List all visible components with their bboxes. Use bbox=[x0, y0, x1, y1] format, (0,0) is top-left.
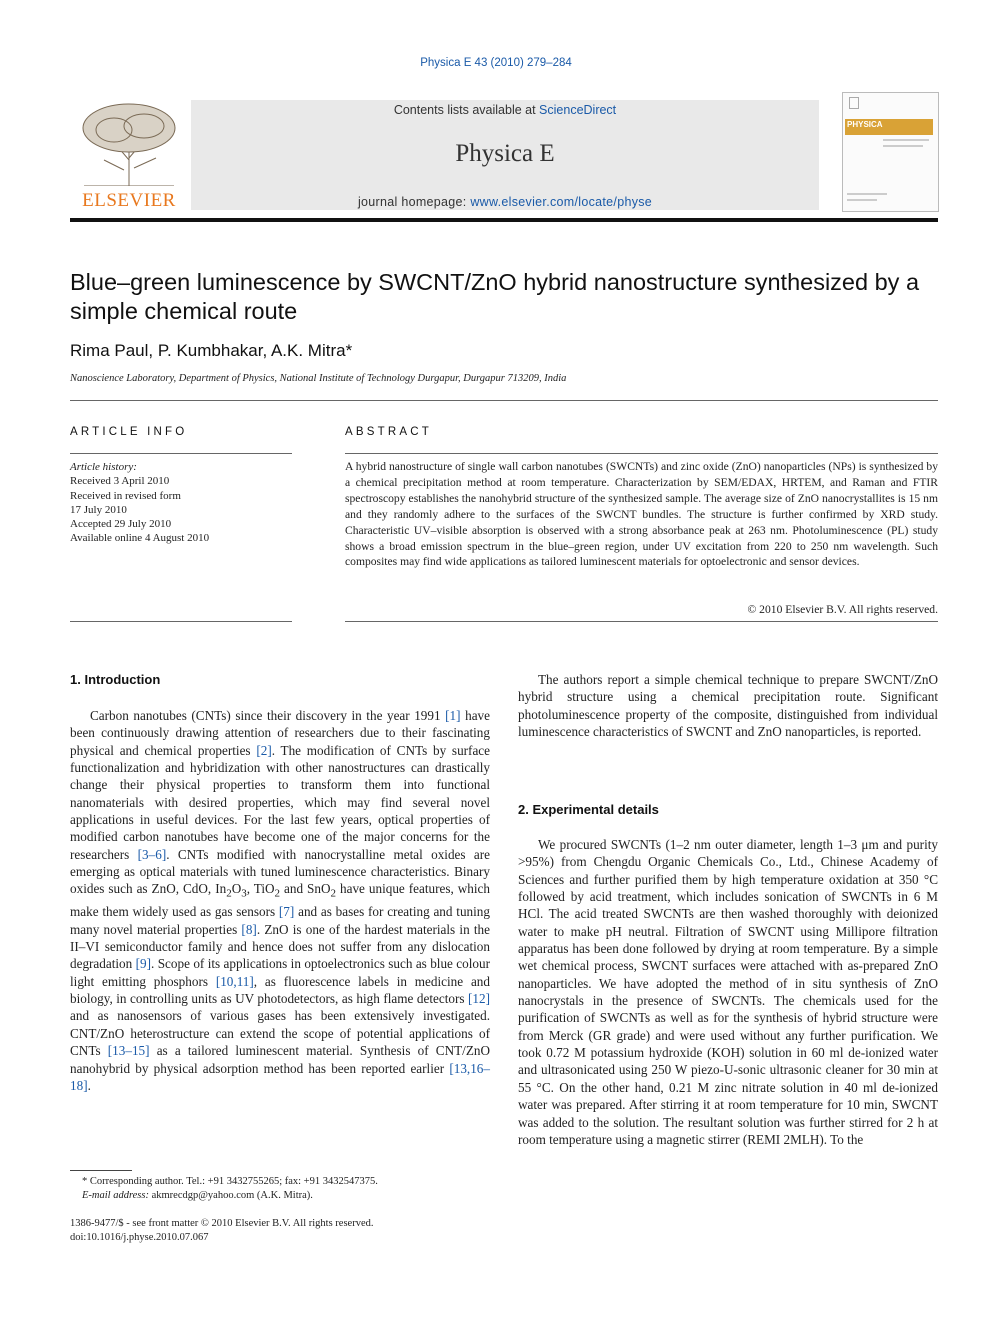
email-note bbox=[70, 1189, 490, 1203]
homepage-line bbox=[191, 195, 819, 209]
contents-prefix: Contents lists available at bbox=[393, 103, 540, 117]
text-run: and as bases for creating and tuning many novel material properties bbox=[70, 904, 490, 937]
divider bbox=[70, 621, 292, 622]
cover-title: PHYSICA bbox=[847, 120, 883, 129]
journal-cover-thumbnail bbox=[842, 92, 939, 212]
article-info-heading: ARTICLE INFO bbox=[70, 426, 188, 438]
ref-link[interactable]: [8] bbox=[241, 921, 257, 937]
contents-line bbox=[191, 103, 819, 117]
history-item: Accepted 29 July 2010 bbox=[70, 518, 172, 531]
divider bbox=[70, 453, 292, 454]
sciencedirect-link[interactable]: ScienceDirect bbox=[539, 103, 617, 117]
cover-line bbox=[847, 193, 887, 195]
text-run: . CNTs modified with nanocrystalline metal oxides are emerging as optical materials with tuned luminescence characteristics. Binary oxides such as ZnO, CdO, In bbox=[70, 846, 490, 897]
ref-link[interactable]: [9] bbox=[135, 956, 152, 972]
elsevier-wordmark: ELSEVIER bbox=[82, 190, 176, 211]
experimental-paragraph: We procured SWCNTs (1–2 nm outer diameter, length 1–3 μm and purity >95%) from Chengdu Organic Chemicals Co., Ltd., Chinese Academy of Sciences and further purified them by high temperature oxidation at 350 °C followed by acid treatment, which includes sonication of SWCNTs in 6 M HCl. The acid treated SWCNTs are then washed thoroughly with deionized water to make pH neutral. Filtration of SWCNT using Millipore filtration apparatus has been done followed by drying at room temperature. By a simple wet chemical process, SWCNT surfaces were attached with as-prepared ZnO nanoparticles. We have adopted the method of in situ synthesis of ZnO nanocrystals in the presence of SWCNTs. The chemicals used for the purification of SWCNTs as well as for the synthesis of hybrid structure were from Merck (GR grade) and were used without any further purification. We took 0.72 M potassium hydroxide (KOH) solution in 60 ml de-ionized water and ultrasonicated using 250 W piezo-U-sonic ultrasonic cleaner for 30 min at 55 °C. On the other hand, 0.21 M zinc nitrate solution in 40 ml de-ionized water was prepared. After stirring it at room temperature for 10 min, SWCNT was added to the solution. The resultant solution was further stirred for 2 h at room temperature using a magnetic stirrer (REMI 2MLH). To the bbox=[518, 837, 938, 1147]
email-link[interactable]: akmrecdgp@yahoo.com (A.K. Mitra). bbox=[151, 1190, 313, 1201]
section-heading-experimental: 2. Experimental details bbox=[518, 802, 659, 817]
text-run: and SnO bbox=[280, 881, 331, 897]
ref-link[interactable]: [1] bbox=[445, 708, 461, 723]
ref-link[interactable]: [12] bbox=[468, 991, 490, 1007]
homepage-link[interactable]: www.elsevier.com/locate/physe bbox=[470, 195, 653, 209]
ref-link[interactable]: [3–6] bbox=[137, 846, 167, 862]
email-label: E-mail address: bbox=[82, 1190, 152, 1201]
text-run: . Scope of its applications in optoelectronics such as blue colour light emitting phosphors bbox=[70, 956, 490, 989]
introduction-continued bbox=[518, 671, 938, 740]
doi-link[interactable]: doi:10.1016/j.physe.2010.07.067 bbox=[70, 1232, 209, 1243]
article-history bbox=[70, 460, 292, 546]
homepage-prefix: journal homepage: bbox=[357, 195, 471, 209]
text-run: . The modification of CNTs by surface functionalization and hybridization with other nanostructures can drastically change their physical properties to transform them into functional nanomaterials with desired properties, which may find several novel applications in useful devices. For the last few years, optical properties of modified carbon nanotubes have become one of the major concerns for the researchers bbox=[70, 742, 491, 862]
header-rule bbox=[70, 218, 938, 222]
text-run: and as nanosensors of various gases has been extensively investigated. CNT/ZnO heterostructure can extend the scope of potential applications of CNTs bbox=[70, 1008, 490, 1059]
history-item: 17 July 2010 bbox=[70, 503, 127, 516]
cover-line bbox=[883, 139, 929, 141]
experimental-text bbox=[518, 836, 938, 1148]
corresponding-mark[interactable]: * bbox=[345, 341, 353, 360]
corresponding-author-note: * Corresponding author. Tel.: +91 3432755265; fax: +91 3432547375. bbox=[82, 1176, 378, 1187]
footnote-rule bbox=[70, 1170, 132, 1171]
elsevier-logo bbox=[70, 100, 188, 212]
text-run: as a tailored luminescent material. Synthesis of CNT/ZnO nanohybrid by physical adsorption method has been reported earlier bbox=[70, 1043, 490, 1076]
cover-line bbox=[847, 199, 877, 201]
ref-link[interactable]: [2] bbox=[256, 742, 272, 758]
ref-link[interactable]: [13–15] bbox=[107, 1043, 150, 1059]
divider bbox=[345, 621, 938, 622]
ref-link[interactable]: [10,11] bbox=[215, 973, 254, 989]
history-item: Received in revised form bbox=[70, 489, 181, 502]
text-run: have been continuously drawing attention of researchers due to their fascinating physical and chemical properties bbox=[70, 708, 490, 758]
affiliation: Nanoscience Laboratory, Department of Physics, National Institute of Technology Durgapur, Durgapur 713209, India bbox=[70, 373, 567, 384]
ref-link[interactable]: [7] bbox=[278, 904, 295, 920]
copyright: © 2010 Elsevier B.V. All rights reserved. bbox=[747, 603, 938, 616]
text-run: . bbox=[87, 1077, 91, 1093]
subscript: 3 bbox=[241, 888, 247, 901]
issn-line: 1386-9477/$ - see front matter © 2010 Elsevier B.V. All rights reserved. bbox=[70, 1218, 374, 1229]
history-item: Available online 4 August 2010 bbox=[70, 532, 210, 545]
section-heading-introduction: 1. Introduction bbox=[70, 672, 161, 687]
text-run: have unique features, which make them widely used as gas sensors bbox=[70, 881, 490, 920]
history-item: Received 3 April 2010 bbox=[70, 475, 170, 488]
author-list bbox=[70, 341, 352, 361]
text-run: , TiO bbox=[246, 881, 275, 897]
footnote bbox=[70, 1175, 490, 1203]
divider bbox=[70, 400, 938, 401]
text-run: Carbon nanotubes (CNTs) since their discovery in the year 1991 bbox=[90, 708, 441, 723]
intro-paragraph: The authors report a simple chemical technique to prepare SWCNT/ZnO hybrid structure using a chemical precipitation route. Significant photoluminescence property of the composite, distinguished from individual luminescence characteristics of SWCNT and ZnO nanoparticles, is reported. bbox=[518, 672, 938, 740]
subscript: 2 bbox=[226, 888, 232, 901]
ref-link[interactable]: [13,16–18] bbox=[70, 1060, 490, 1093]
history-title: Article history: bbox=[70, 461, 137, 473]
subscript: 2 bbox=[330, 888, 337, 901]
article-title: Blue–green luminescence by SWCNT/ZnO hybrid nanostructure synthesized by a simple chemical route bbox=[70, 269, 920, 324]
text-run: , as fluorescence labels in medicine and biology, in controlling units as UV photodetectors, as high flame detectors bbox=[70, 973, 490, 1007]
journal-citation[interactable]: Physica E 43 (2010) 279–284 bbox=[420, 57, 572, 69]
divider bbox=[345, 453, 938, 454]
abstract-heading: ABSTRACT bbox=[345, 426, 432, 438]
abstract-text: A hybrid nanostructure of single wall carbon nanotubes (SWCNTs) and zinc oxide (ZnO) nanoparticles (NPs) is synthesized by a chemical precipitation method at room temperature. Characterization by SEM/EDAX, HRTEM, and Raman and FTIR spectroscopy establishes the nanohybrid structure of the synthesized sample. The average size of ZnO nanocrystallites is 15 nm and they randomly adhere to the surfaces of the SWCNT bundles. The structure is further confirmed by XRD study. Characteristic UV–visible absorption is observed with a strong absorbance peak at 263 nm. Photoluminescence (PL) study shows a broad emission spectrum in the blue–green region, under UV excitation from 220 to 250 nm wavelength. Such composites may find wide applications as tailored luminescent materials for optoelectronic and sensor devices. bbox=[345, 460, 938, 569]
authors-text[interactable]: Rima Paul, P. Kumbhakar, A.K. Mitra bbox=[70, 341, 346, 360]
elsevier-tree-icon bbox=[74, 100, 184, 186]
subscript: 2 bbox=[274, 888, 281, 901]
cover-line bbox=[883, 145, 923, 147]
intro-paragraph bbox=[70, 707, 490, 1094]
text-run: . ZnO is one of the hardest materials in the II–VI semiconductor family and hence does not suffer from any dislocation degradation bbox=[70, 921, 490, 972]
introduction-text bbox=[70, 707, 490, 1094]
issn-block bbox=[70, 1217, 490, 1245]
journal-name: Physica E bbox=[455, 140, 555, 167]
text-run: O bbox=[231, 881, 242, 897]
cover-logo-icon bbox=[849, 97, 859, 109]
